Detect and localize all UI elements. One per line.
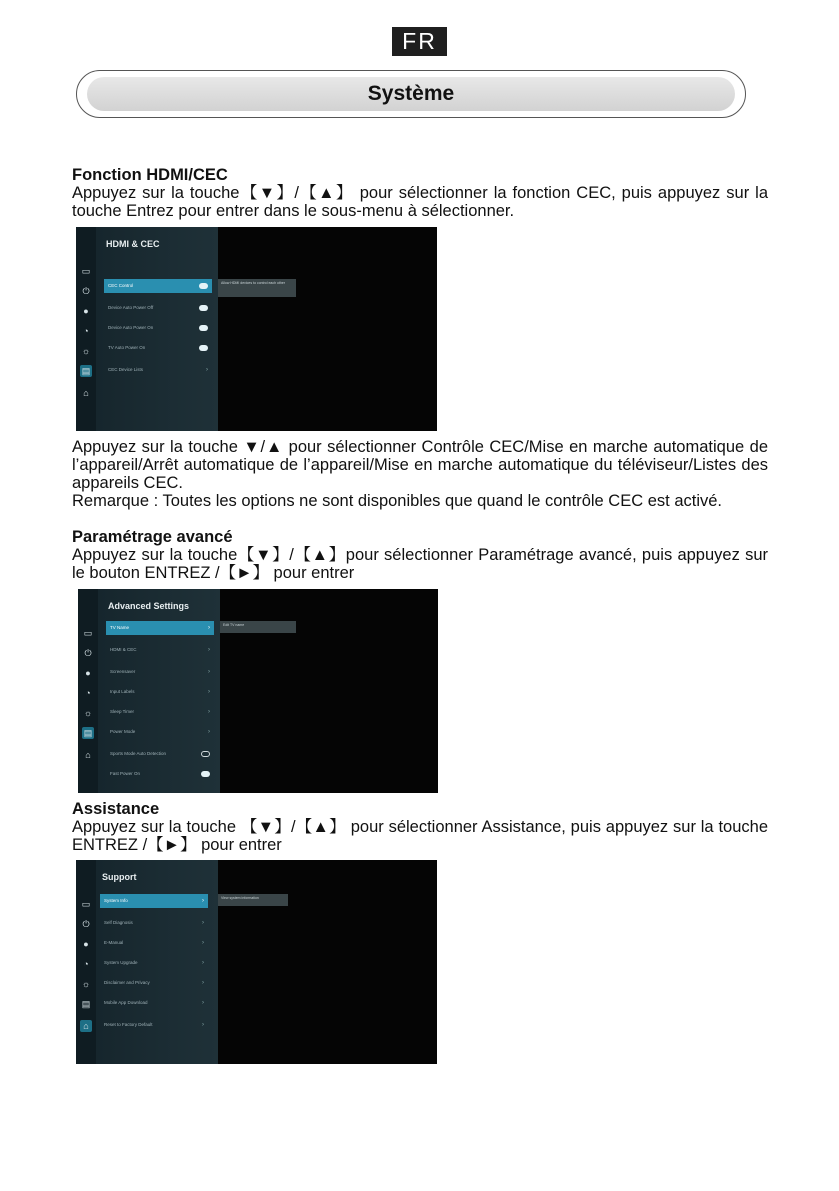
general-icon: ☼ [83,708,93,718]
menu-panel [96,860,218,1064]
menu-item: Input Labels › [110,689,210,695]
support-intro: Appuyez sur la touche 【▼】/【▲】 pour sélectionner Assistance, puis appuyez sur la touche ENTREZ /【►】 pour entrer [72,818,768,854]
general-icon: ☼ [81,979,91,989]
network-icon: ◔ [85,688,91,698]
menu-title: HDMI & CEC [106,239,160,249]
sound-icon: ● [83,306,89,316]
menu-item: E-Manual › [104,940,204,946]
menu-item: System Upgrade › [104,960,204,966]
menu-title: Support [102,872,137,882]
support-heading: Assistance [72,800,160,818]
support-icon: ⌂ [80,1020,92,1032]
hdmi-options-text: Appuyez sur la touche ▼/▲ pour sélectionner Contrôle CEC/Mise en marche automatique de l’appareil/Arrêt automatique de l’appareil/Mise en marche automatique du téléviseur/Listes des appareils CEC. [72,438,768,492]
support-icon: ⌂ [85,750,91,760]
icon-rail [76,860,96,1064]
section-title-frame [76,70,746,118]
menu-item: CEC Control [104,279,212,293]
menu-item: System Info › [100,894,208,908]
info-panel: Allow HDMI devices to control each other [218,279,296,297]
sound-icon: ● [83,939,89,949]
picture-icon: ▭ [81,266,91,276]
menu-item: Fast Power On [106,767,214,781]
menu-item: Device Auto Power Off [104,301,212,315]
network-icon: ◔ [83,326,89,336]
system-icon: ▤ [81,999,91,1009]
menu-item: Power Mode › [110,729,210,735]
general-icon: ☼ [81,346,91,356]
menu-panel [98,589,220,793]
hdmi-remark: Remarque : Toutes les options ne sont disponibles que quand le contrôle CEC est activé. [72,492,723,510]
advanced-heading: Paramétrage avancé [72,528,233,546]
network-icon: ◔ [83,959,89,969]
menu-item: Device Auto Power On [104,321,212,335]
menu-item: TV Name › [106,621,214,635]
system-icon: ▤ [83,728,93,738]
power-icon: ⏻ [82,286,90,296]
hdmi-heading: Fonction HDMI/CEC [72,166,228,184]
support-screenshot [76,860,437,1064]
sound-icon: ● [85,668,91,678]
menu-item: CEC Device Lists › [108,367,208,373]
picture-icon: ▭ [83,628,93,638]
menu-item: TV Auto Power On [104,341,212,355]
power-icon: ⏻ [84,648,92,658]
icon-rail [76,227,96,431]
page-title: Système [87,77,735,111]
advanced-settings-screenshot [78,589,438,793]
menu-title: Advanced Settings [108,601,190,611]
system-icon: ▤ [81,366,91,376]
menu-item: Reset to Factory Default › [104,1022,204,1028]
icon-rail [78,589,98,793]
menu-item: Sleep Timer › [110,709,210,715]
menu-item: Sports Mode Auto Detection [106,747,214,761]
picture-icon: ▭ [81,899,91,909]
menu-item: Mobile App Download › [104,1000,204,1006]
advanced-intro: Appuyez sur la touche【▼】/【▲】pour sélectionner Paramétrage avancé, puis appuyez sur le bouton ENTREZ /【►】 pour entrer [72,546,768,582]
info-panel: Edit TV name [220,621,296,633]
menu-item: Screensaver › [110,669,210,675]
power-icon: ⏻ [82,919,90,929]
hdmi-cec-screenshot [76,227,437,431]
language-badge: FR [392,27,447,56]
menu-item: Disclaimer and Privacy › [104,980,204,986]
info-panel: View system information [218,894,288,906]
hdmi-intro: Appuyez sur la touche【▼】/【▲】 pour sélectionner la fonction CEC, puis appuyez sur la touche Entrez pour entrer dans le sous-menu à sélectionner. [72,184,768,220]
menu-item: Self Diagnosis › [104,920,204,926]
support-icon: ⌂ [83,388,89,398]
menu-panel [96,227,218,431]
menu-item: HDMI & CEC › [110,647,210,653]
